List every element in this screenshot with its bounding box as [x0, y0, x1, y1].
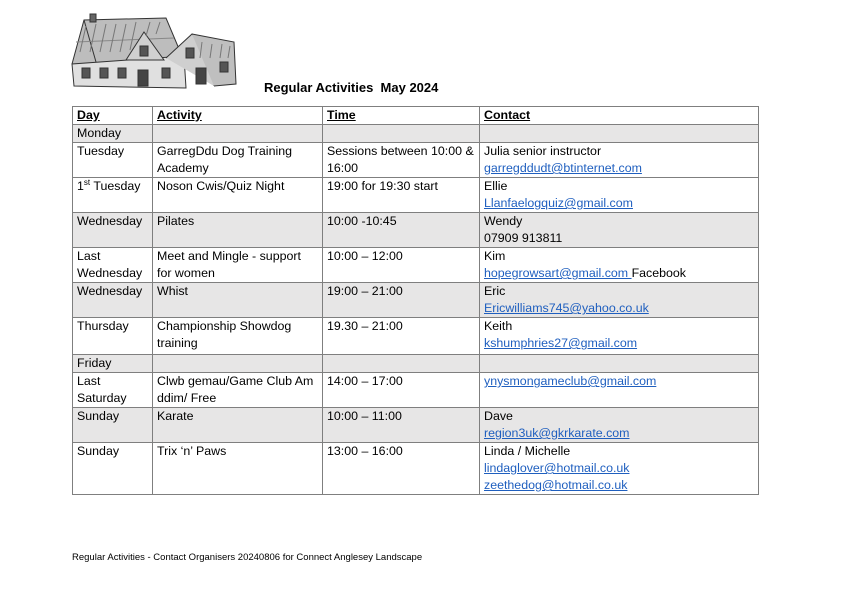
- day-number: 1: [77, 179, 84, 193]
- header-activity: Activity: [153, 107, 323, 125]
- day-cell: Friday: [73, 355, 153, 373]
- activity-cell: GarregDdu Dog Training Academy: [153, 143, 323, 178]
- time-cell: [323, 125, 480, 143]
- contact-phone: 07909 913811: [484, 231, 563, 245]
- table-row: [73, 125, 759, 143]
- activity-cell: Karate: [153, 408, 323, 443]
- day-cell: Wednesday: [73, 213, 153, 248]
- activity-cell: Trix ‘n’ Paws: [153, 443, 323, 495]
- table-row: [73, 318, 759, 355]
- contact-cell: [480, 355, 759, 373]
- contact-cell: [480, 248, 759, 283]
- day-cell: Last Wednesday: [73, 248, 153, 283]
- day-cell: Wednesday: [73, 283, 153, 318]
- contact-email-link[interactable]: lindaglover@hotmail.co.uk: [484, 461, 630, 475]
- contact-cell: [480, 283, 759, 318]
- time-cell: 19:00 for 19:30 start: [323, 178, 480, 213]
- table-header-row: [73, 107, 759, 125]
- contact-cell: [480, 213, 759, 248]
- table-row: [73, 355, 759, 373]
- time-cell: 19:00 – 21:00: [323, 283, 480, 318]
- activity-cell: [153, 125, 323, 143]
- contact-cell: [480, 443, 759, 495]
- day-cell: Last Saturday: [73, 373, 153, 408]
- activity-cell: [153, 355, 323, 373]
- contact-cell: [480, 125, 759, 143]
- day-cell: Thursday: [73, 318, 153, 355]
- contact-cell: [480, 373, 759, 408]
- contact-cell: [480, 178, 759, 213]
- contact-email-link[interactable]: ynysmongameclub@gmail.com: [484, 374, 657, 388]
- time-cell: [323, 355, 480, 373]
- activity-cell: Meet and Mingle - support for women: [153, 248, 323, 283]
- table-row: [73, 213, 759, 248]
- table-row: [73, 248, 759, 283]
- contact-email-link[interactable]: region3uk@gkrkarate.com: [484, 426, 630, 440]
- day-cell: [73, 178, 153, 213]
- contact-name: Linda / Michelle: [484, 444, 571, 458]
- activity-cell: Championship Showdog training: [153, 318, 323, 355]
- time-cell: 10:00 – 12:00: [323, 248, 480, 283]
- contact-cell: [480, 318, 759, 355]
- time-cell: 10:00 – 11:00: [323, 408, 480, 443]
- time-cell: 10:00 -10:45: [323, 213, 480, 248]
- contact-name: Julia senior instructor: [484, 144, 602, 158]
- day-cell: Monday: [73, 125, 153, 143]
- table-row: [73, 408, 759, 443]
- activity-cell: Whist: [153, 283, 323, 318]
- activity-cell: Clwb gemau/Game Club Am ddim/ Free: [153, 373, 323, 408]
- page-footer: Regular Activities - Contact Organisers 20240806 for Connect Anglesey Landscape: [72, 552, 423, 563]
- table-row: [73, 443, 759, 495]
- page-title: Regular Activities May 2024: [264, 80, 439, 95]
- day-cell: Sunday: [73, 443, 153, 495]
- building-sketch-logo: [66, 12, 238, 92]
- contact-email-link[interactable]: Ericwilliams745@yahoo.co.uk: [484, 301, 649, 315]
- contact-email-link[interactable]: kshumphries27@gmail.com: [484, 336, 638, 350]
- contact-cell: [480, 408, 759, 443]
- day-name: Tuesday: [90, 179, 141, 193]
- contact-email-link-2[interactable]: zeethedog@hotmail.co.uk: [484, 478, 628, 492]
- contact-cell: [480, 143, 759, 178]
- activity-cell: Noson Cwis/Quiz Night: [153, 178, 323, 213]
- table-row: [73, 143, 759, 178]
- header-time: Time: [323, 107, 480, 125]
- day-ordinal: st: [83, 177, 91, 187]
- time-cell: 13:00 – 16:00: [323, 443, 480, 495]
- day-cell: Tuesday: [73, 143, 153, 178]
- header-contact: Contact: [480, 107, 759, 125]
- contact-name: Kim: [484, 249, 506, 263]
- activity-cell: Pilates: [153, 213, 323, 248]
- contact-extra: Facebook: [631, 266, 686, 280]
- time-cell: 14:00 – 17:00: [323, 373, 480, 408]
- contact-name: Ellie: [484, 179, 508, 193]
- contact-name: Wendy: [484, 214, 523, 228]
- contact-name: Eric: [484, 284, 506, 298]
- contact-email-link[interactable]: Llanfaelogquiz@gmail.com: [484, 196, 633, 210]
- time-cell: 19.30 – 21:00: [323, 318, 480, 355]
- table-row: [73, 373, 759, 408]
- day-cell: Sunday: [73, 408, 153, 443]
- header-day: Day: [73, 107, 153, 125]
- contact-name: Keith: [484, 319, 513, 333]
- contact-email-link[interactable]: hopegrowsart@gmail.com: [484, 266, 632, 280]
- table-row: [73, 178, 759, 213]
- activities-table: [72, 106, 759, 495]
- table-row: [73, 283, 759, 318]
- time-cell: Sessions between 10:00 & 16:00: [323, 143, 480, 178]
- contact-email-link[interactable]: garregddudt@btinternet.com: [484, 161, 642, 175]
- contact-name: Dave: [484, 409, 513, 423]
